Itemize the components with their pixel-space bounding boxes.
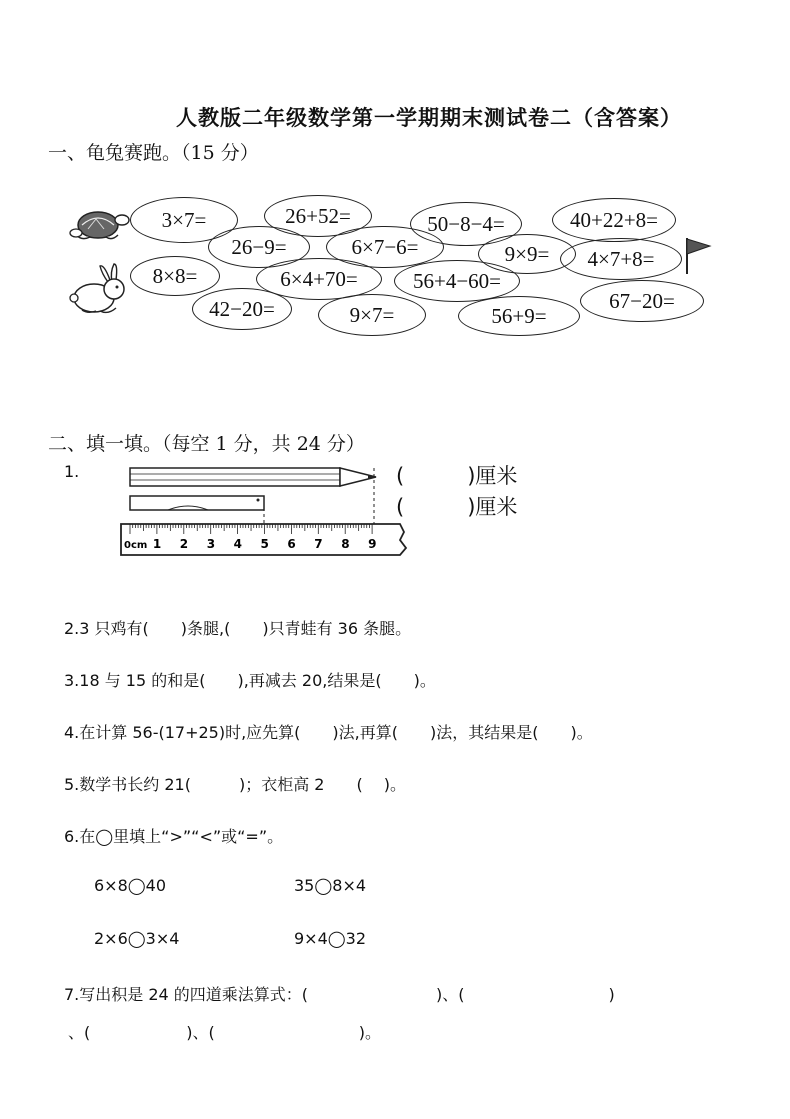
expression-ellipse: 9×7= [318,294,426,336]
expression-ellipse: 26+52= [264,195,372,237]
expression-ellipse: 3×7= [130,197,238,243]
question-2: 2.3 只鸡有( )条腿,( )只青蛙有 36 条腿。 [64,619,412,638]
answer-blank-pencil-cm[interactable]: ( )厘米 [396,464,518,488]
ruler-tick-label: 9 [368,537,377,551]
tortoise-icon [68,203,132,245]
section1-heading: 一、龟兔赛跑。（15 分） [48,142,259,164]
compare-item: 6×8◯40 [94,876,167,895]
ruler-tick-label: 4 [233,537,242,551]
pencil-icon [130,468,376,486]
ruler-tick-label: 6 [287,537,296,551]
expression-ellipse: 56+9= [458,296,580,336]
question-1-label: 1. [64,462,80,481]
compare-item: 2×6◯3×4 [94,929,180,948]
expression-ellipse: 56+4−60= [394,260,520,302]
measured-strip [130,496,264,510]
compare-item: 35◯8×4 [294,876,367,895]
question-4: 4.在计算 56-(17+25)时,应先算( )法,再算( )法，其结果是( )。 [64,723,593,742]
question-3: 3.18 与 15 的和是( ),再减去 20,结果是( )。 [64,671,436,690]
ruler-tick-label: 5 [260,537,269,551]
ruler-tick-label: 7 [314,537,323,551]
expression-ellipse: 8×8= [130,256,220,296]
expression-ellipse: 9×9= [478,234,576,274]
expression-ellipse: 4×7+8= [560,238,682,280]
finish-flag-icon [684,236,714,276]
question-6: 6.在◯里填上“>”“<”或“=”。 [64,827,284,846]
ruler-tick-label: 3 [206,537,216,551]
expression-ellipse: 6×7−6= [326,226,444,268]
expression-ellipse: 42−20= [192,288,292,330]
expression-ellipse: 6×4+70= [256,258,382,300]
ruler-tick-label: 0cm [124,540,148,551]
document-title: 人教版二年级数学第一学期期末测试卷二（含答案） [176,106,682,130]
question-5: 5.数学书长约 21( )；衣柜高 2 ( )。 [64,775,407,794]
answer-blank-strip-cm[interactable]: ( )厘米 [396,495,518,519]
expression-ellipse: 26−9= [208,226,310,268]
question-7-line1: 7.写出积是 24 的四道乘法算式：( )、( ) [64,985,615,1004]
expression-ellipse: 40+22+8= [552,198,676,242]
section2-heading: 二、填一填。（每空 1 分，共 24 分） [48,433,365,455]
ruler-tick-label: 1 [152,537,162,551]
ruler-tick-label: 2 [179,537,189,551]
rabbit-icon [68,262,132,318]
expression-ellipse: 67−20= [580,280,704,322]
ruler-tick-label: 8 [341,537,350,551]
ruler-measurement-figure [118,460,414,556]
expression-ellipse: 50−8−4= [410,202,522,246]
compare-item: 9×4◯32 [294,929,367,948]
question-7-line2: 、( )、( )。 [68,1023,381,1042]
